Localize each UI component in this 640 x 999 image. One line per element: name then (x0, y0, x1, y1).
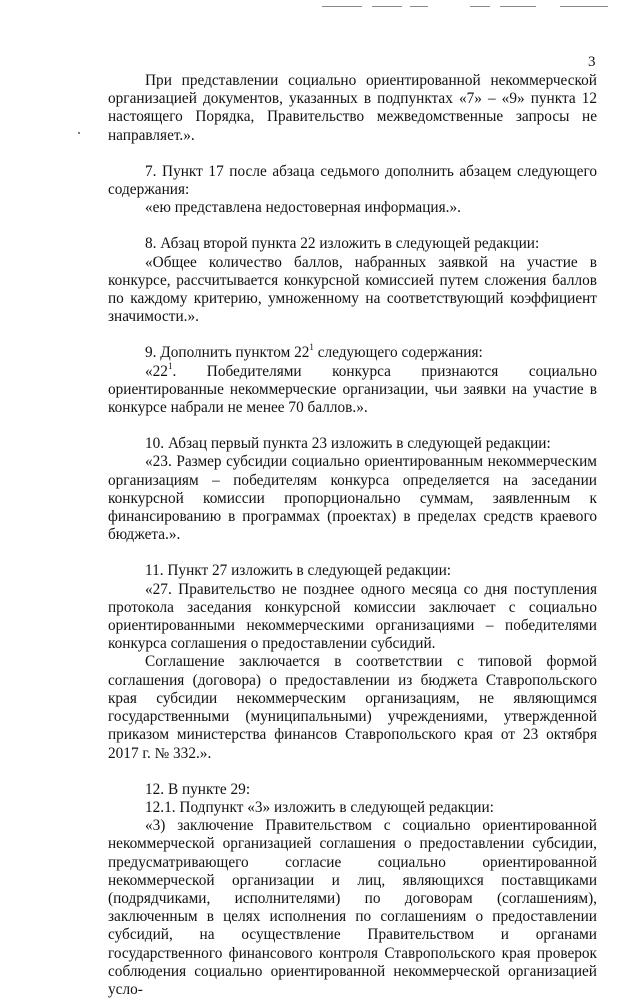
scan-artifact-line (500, 6, 536, 7)
paragraph-text: 9. Дополнить пунктом 22 (145, 344, 310, 362)
scan-artifact-line (410, 6, 428, 7)
paragraph-text: следующего содержания: (313, 344, 483, 362)
paragraph: «27. Правительство не позднее одного месяца со дня поступления протокола заседания конкурсной комиссии заключает с социально ориентированными некоммерческими организациями – победителями конкурса соглашения о предоставлении субсидий. (108, 580, 597, 653)
paragraph (108, 360, 597, 418)
paragraph: 8. Абзац второй пункта 22 изложить в следующей редакции: (145, 235, 540, 253)
document-body (108, 72, 597, 999)
paragraph: 12. В пункте 29: (145, 780, 251, 798)
page-number: 3 (588, 54, 596, 70)
scan-artifact-line (322, 6, 362, 7)
paragraph: Соглашение заключается в соответствии с типовой формой соглашения (договора) о предоставлении из бюджета Ставропольского края субсидии некоммерческим организациям, не являющимся государственными (муниципальными) учреждениями, утвержденной приказом министерства финансов Ставропольского края от 23 октября 2017 г. № 332.». (108, 653, 597, 762)
paragraph: «ею представлена недостоверная информация.». (145, 199, 461, 217)
scan-artifact-line (372, 6, 402, 7)
superscript: 1 (309, 342, 314, 353)
scan-artifact-line (560, 6, 608, 7)
paragraph: «23. Размер субсидии социально ориентированным некоммерческим организациям – победителям конкурса определяется на заседании конкурсной комиссии пропорционально суммам, заявленным к финансированию в программах (проектах) в пределах средств краевого бюджета.». (108, 453, 597, 544)
paragraph: 11. Пункт 27 изложить в следующей редакции: (145, 562, 452, 580)
paragraph: 12.1. Подпункт «3» изложить в следующей редакции: (145, 798, 494, 816)
paragraph: «Общее количество баллов, набранных заявкой на участие в конкурсе, рассчитывается конкурсной комиссией путем сложения баллов по каждому критерию, умноженному на соответствующий коэффициент значимости.». (108, 253, 597, 326)
paragraph: 7. Пункт 17 после абзаца седьмого дополнить абзацем следующего содержания: (108, 162, 597, 199)
paragraph-text: «22 (145, 362, 168, 380)
paragraph: При представлении социально ориентированной некоммерческой организацией документов, указанных в подпунктах «7» – «9» пункта 12 настоящего Порядка, Правительство межведомственные запросы не направляет.». (108, 72, 597, 144)
paragraph: «3) заключение Правительством с социально ориентированной некоммерческой организацией соглашения о предоставлении субсидии, предусматривающего согласие социально ориентированной некоммерческой организации и лиц, являющихся поставщиками (подрядчиками, исполнителями) по договорам (соглашениям), заключенным в целях исполнения по соглашениям о предоставлении субсидий, на осуществление Правительством и органами государственного финансового контроля Ставропольского края проверок соблюдения социально ориентированной некоммерческой организацией усло- (108, 817, 597, 998)
paragraph-text: . Победителями конкурса признаются социально ориентированные некоммерческие организации, чьи заявки на участие в конкурсе набрали не менее 70 баллов.». (108, 362, 597, 417)
scan-artifact-dot (78, 132, 80, 134)
paragraph: 10. Абзац первый пункта 23 изложить в следующей редакции: (145, 435, 551, 453)
scan-artifact-line (470, 6, 490, 7)
superscript: 1 (167, 360, 173, 371)
paragraph (108, 344, 597, 362)
